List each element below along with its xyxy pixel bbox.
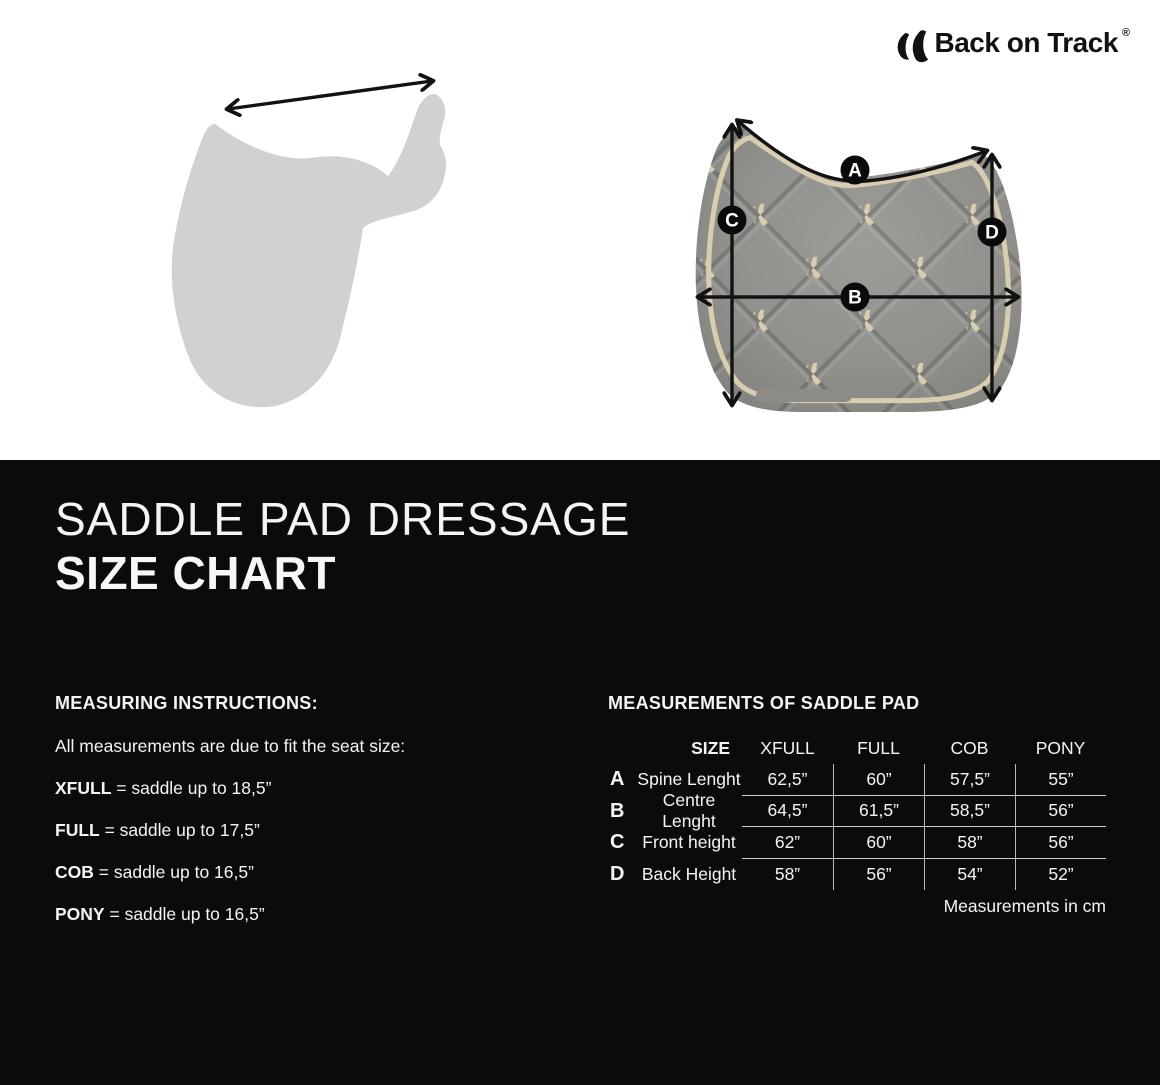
table-cell: 55” — [1015, 764, 1106, 796]
row-label-c — [608, 827, 742, 859]
table-cell: 58,5” — [924, 796, 1015, 828]
saddle-seat-measure-arrow — [228, 81, 432, 109]
badge-c-label: C — [725, 210, 739, 232]
table-cell: 56” — [833, 859, 924, 891]
table-cell: 58” — [924, 827, 1015, 859]
table-cell: 56” — [1015, 796, 1106, 828]
instruction-item-pony — [55, 904, 265, 925]
brand-logo-text: Back on Track — [934, 27, 1118, 58]
badge-d-label: D — [985, 222, 999, 244]
size-name: FULL — [55, 820, 100, 840]
table-cell: 52” — [1015, 859, 1106, 891]
table-cell: 61,5” — [833, 796, 924, 828]
size-description: = saddle up to 18,5” — [116, 778, 272, 798]
col-header-full: FULL — [857, 738, 900, 758]
badge-b-label: B — [848, 287, 862, 309]
instruction-item-cob — [55, 862, 254, 883]
measurements-heading: MEASUREMENTS OF SADDLE PAD — [608, 693, 920, 713]
bottom-section — [0, 460, 1160, 1085]
table-cell: 62” — [742, 827, 833, 859]
table-cell: 64,5” — [742, 796, 833, 828]
table-cell: 60” — [833, 764, 924, 796]
badge-b — [841, 283, 870, 312]
saddle-silhouette — [172, 81, 446, 407]
row-letter: B — [610, 799, 625, 822]
row-name: Spine Lenght — [637, 769, 741, 790]
instructions-heading: MEASURING INSTRUCTIONS: — [55, 693, 318, 713]
table-cell: 60” — [833, 827, 924, 859]
measuring-instructions — [55, 693, 535, 924]
measurement-diagrams — [0, 0, 1160, 460]
size-description: = saddle up to 16,5” — [98, 862, 254, 882]
page-subtitle: SIZE CHART — [55, 547, 336, 599]
registered-trademark: ® — [1121, 27, 1130, 39]
badge-d — [978, 218, 1007, 247]
instruction-item-full — [55, 820, 260, 841]
row-label-b — [608, 790, 742, 832]
row-label-d — [608, 859, 742, 891]
size-description: = saddle up to 17,5” — [104, 820, 260, 840]
badge-a-label: A — [848, 160, 862, 182]
table-cell: 62,5” — [742, 764, 833, 796]
col-header-xfull: XFULL — [760, 738, 815, 758]
size-description: = saddle up to 16,5” — [109, 904, 265, 924]
table-cell: 56” — [1015, 827, 1106, 859]
saddle-pad-diagram — [690, 118, 1030, 418]
size-name: COB — [55, 862, 94, 882]
col-header-cob: COB — [950, 738, 989, 758]
table-footnote: Measurements in cm — [943, 896, 1106, 916]
row-letter: C — [610, 831, 625, 854]
table-cell: 58” — [774, 863, 801, 884]
size-table — [608, 733, 1106, 890]
instructions-intro: All measurements are due to fit the seat size: — [55, 736, 406, 756]
row-name: Back Height — [641, 863, 737, 884]
row-name: Front height — [642, 832, 736, 853]
col-header-pony: PONY — [1035, 738, 1086, 758]
measurements-section — [608, 693, 1106, 916]
row-letter: A — [610, 768, 625, 791]
table-cell: 54” — [924, 859, 1015, 891]
size-name: PONY — [55, 904, 105, 924]
girth-strap — [756, 389, 852, 402]
badge-c — [718, 206, 747, 235]
page-title: SADDLE PAD DRESSAGE — [55, 493, 631, 545]
row-letter: D — [610, 862, 625, 885]
col-header-size: SIZE — [691, 738, 730, 758]
row-name: Centre Lenght — [662, 790, 716, 832]
table-cell: 57,5” — [924, 764, 1015, 796]
top-section — [0, 0, 1160, 460]
brand-logo — [893, 26, 1130, 65]
size-name: XFULL — [55, 778, 112, 798]
instruction-item-xfull — [55, 778, 271, 799]
badge-a — [841, 156, 870, 185]
back-on-track-icon — [893, 29, 931, 65]
